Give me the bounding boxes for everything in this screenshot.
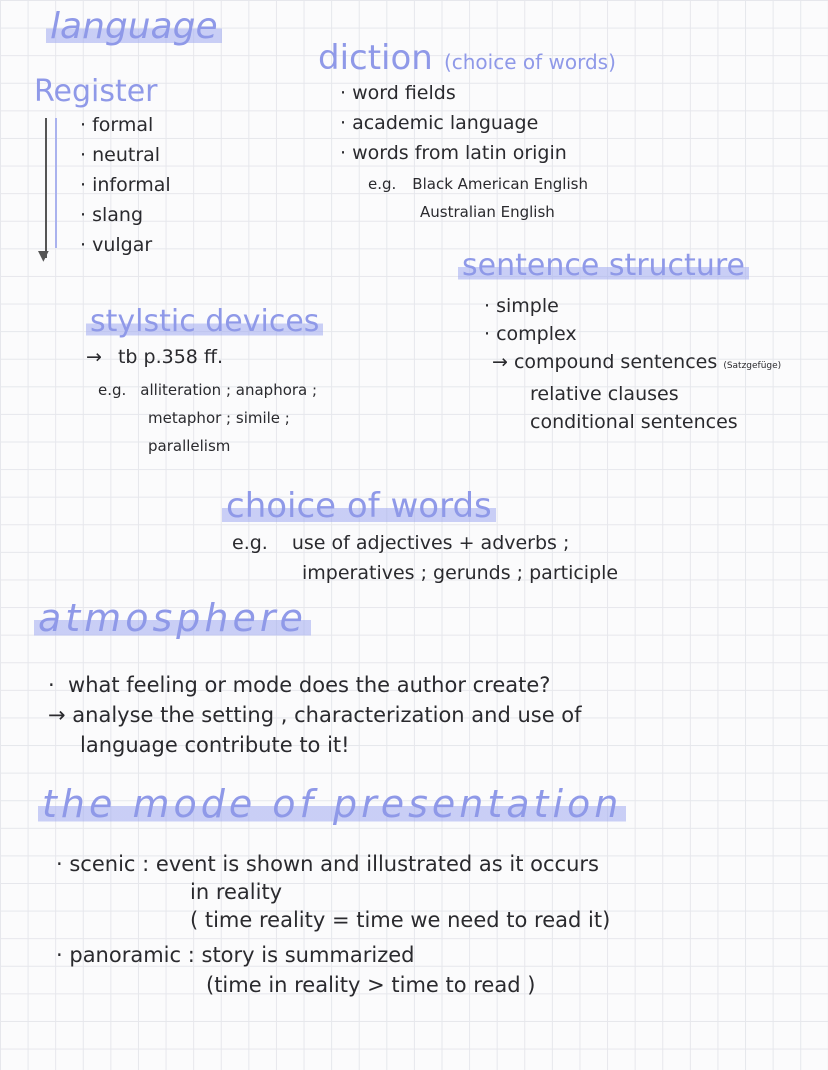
sentence-structure-list (484, 292, 781, 436)
stylistic-devices-examples: e.g. alliteration ; anaphora ; metaphor ; simile ; parallelism (98, 381, 318, 455)
register-heading: Register (34, 74, 158, 109)
atmosphere-question: · what feeling or mode does the author create? (48, 673, 551, 697)
stylistic-devices-heading: stylstic devices (86, 304, 323, 339)
list-item: · informal (80, 174, 171, 196)
atmosphere-heading: atmosphere (34, 596, 311, 640)
diction-heading: diction (choice of words) (318, 38, 616, 78)
list-item: · slang (80, 204, 144, 226)
list-item: · formal (80, 114, 154, 136)
list-item: · simple (484, 295, 559, 317)
scenic-label: scenic (69, 852, 136, 876)
diction-examples: e.g. Black American English Australian English (368, 175, 588, 221)
list-item: · neutral (80, 144, 161, 166)
panoramic-label: panoramic (69, 943, 182, 967)
panoramic-section: · panoramic : story is summarized (time in reality > time to read ) (56, 943, 536, 997)
atmosphere-body: · what feeling or mode does the author create? → analyse the setting , characterization and use of language contribute to it! (48, 670, 582, 760)
list-item: conditional sentences (530, 411, 738, 433)
language-heading: language (46, 6, 222, 47)
sentence-structure-heading: sentence structure (458, 248, 749, 283)
list-item: · word fields (340, 82, 456, 104)
list-item: · academic language (340, 112, 539, 134)
list-item: → compound sentences (Satzgefüge) (492, 351, 782, 373)
register-list (80, 110, 171, 260)
scenic-section: · scenic : event is shown and illustrated as it occurs in reality ( time reality = time we need to read it) (56, 852, 611, 932)
atmosphere-task: → analyse the setting , characterization and use of (48, 703, 582, 727)
list-item: · vulgar (80, 234, 153, 256)
choice-of-words-examples: e.g. use of adjectives + adverbs ; imperatives ; gerunds ; participle (232, 532, 619, 584)
list-item: · words from latin origin (340, 142, 567, 164)
presentation-heading: the mode of presentation (38, 782, 626, 826)
list-item: relative clauses (530, 383, 679, 405)
diction-list (340, 78, 567, 168)
stylistic-devices-ref: → tb p.358 ff. (86, 346, 224, 368)
list-item: · complex (484, 323, 577, 345)
choice-of-words-heading: choice of words (222, 486, 496, 526)
